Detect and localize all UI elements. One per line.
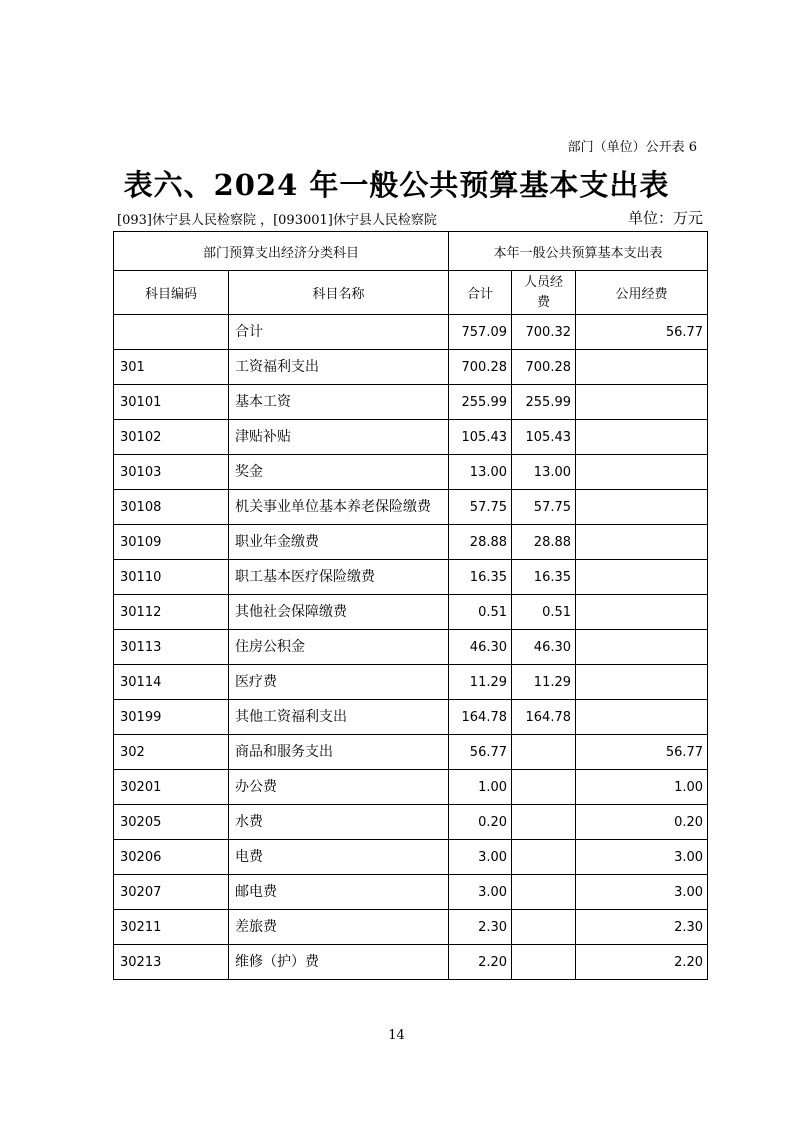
row-total: 3.00 <box>449 875 512 910</box>
row-personnel: 0.51 <box>512 595 576 630</box>
row-name: 其他社会保障缴费 <box>229 595 449 630</box>
row-personnel <box>512 805 576 840</box>
header-group-right: 本年一般公共预算基本支出表 <box>449 232 708 271</box>
row-public: 3.00 <box>576 840 708 875</box>
table-row <box>114 840 708 875</box>
row-name: 津贴补贴 <box>229 420 449 455</box>
table-row <box>114 630 708 665</box>
row-code: 30206 <box>114 840 229 875</box>
table-row <box>114 770 708 805</box>
header-total: 合计 <box>449 271 512 315</box>
row-name: 机关事业单位基本养老保险缴费 <box>229 490 449 525</box>
row-name: 差旅费 <box>229 910 449 945</box>
row-personnel <box>512 875 576 910</box>
row-public: 2.20 <box>576 945 708 980</box>
row-code: 30201 <box>114 770 229 805</box>
department-label: [093]休宁县人民检察院 ，[093001]休宁县人民检察院 <box>117 213 437 228</box>
table-row <box>114 490 708 525</box>
row-code: 30101 <box>114 385 229 420</box>
row-code: 30199 <box>114 700 229 735</box>
page-number: 14 <box>388 1028 405 1043</box>
row-total: 2.30 <box>449 910 512 945</box>
header-code: 科目编码 <box>114 271 229 315</box>
row-public <box>576 595 708 630</box>
header-public: 公用经费 <box>576 271 708 315</box>
row-total: 56.77 <box>449 735 512 770</box>
row-public: 2.30 <box>576 910 708 945</box>
row-code: 30110 <box>114 560 229 595</box>
header-personnel: 人员经费 <box>512 271 576 315</box>
row-personnel: 105.43 <box>512 420 576 455</box>
unit-label: 单位：万元 <box>627 209 703 227</box>
row-personnel <box>512 840 576 875</box>
row-personnel <box>512 735 576 770</box>
row-name: 工资福利支出 <box>229 350 449 385</box>
row-personnel: 11.29 <box>512 665 576 700</box>
row-name: 电费 <box>229 840 449 875</box>
header-row-group <box>114 232 708 271</box>
row-public <box>576 525 708 560</box>
row-personnel: 28.88 <box>512 525 576 560</box>
row-total: 2.20 <box>449 945 512 980</box>
table-row <box>114 805 708 840</box>
row-name: 水费 <box>229 805 449 840</box>
row-public <box>576 455 708 490</box>
row-personnel: 700.28 <box>512 350 576 385</box>
table-row <box>114 910 708 945</box>
row-public <box>576 630 708 665</box>
row-total: 11.29 <box>449 665 512 700</box>
row-public: 0.20 <box>576 805 708 840</box>
header-group-left: 部门预算支出经济分类科目 <box>114 232 449 271</box>
row-code: 30213 <box>114 945 229 980</box>
row-code: 30112 <box>114 595 229 630</box>
row-name: 其他工资福利支出 <box>229 700 449 735</box>
table-row <box>114 875 708 910</box>
row-code: 30103 <box>114 455 229 490</box>
row-personnel: 57.75 <box>512 490 576 525</box>
row-name: 职业年金缴费 <box>229 525 449 560</box>
unit-row <box>113 209 707 229</box>
row-total: 255.99 <box>449 385 512 420</box>
row-personnel: 46.30 <box>512 630 576 665</box>
row-name: 基本工资 <box>229 385 449 420</box>
row-code: 30211 <box>114 910 229 945</box>
row-code: 302 <box>114 735 229 770</box>
row-public <box>576 490 708 525</box>
header-row-columns <box>114 271 708 315</box>
row-personnel: 164.78 <box>512 700 576 735</box>
row-public <box>576 665 708 700</box>
row-code: 30207 <box>114 875 229 910</box>
table-row <box>114 560 708 595</box>
table-row <box>114 350 708 385</box>
row-name: 维修（护）费 <box>229 945 449 980</box>
row-personnel: 16.35 <box>512 560 576 595</box>
row-total: 700.28 <box>449 350 512 385</box>
row-code: 30109 <box>114 525 229 560</box>
row-name: 邮电费 <box>229 875 449 910</box>
row-total: 28.88 <box>449 525 512 560</box>
table-row <box>114 455 708 490</box>
row-code <box>114 315 229 350</box>
row-total: 46.30 <box>449 630 512 665</box>
row-total: 0.51 <box>449 595 512 630</box>
page-title: 表六、2024 年一般公共预算基本支出表 <box>123 168 670 202</box>
table-row <box>114 735 708 770</box>
row-code: 30205 <box>114 805 229 840</box>
row-total: 16.35 <box>449 560 512 595</box>
row-personnel: 700.32 <box>512 315 576 350</box>
row-total: 13.00 <box>449 455 512 490</box>
table-row <box>114 385 708 420</box>
table-row <box>114 665 708 700</box>
row-public: 1.00 <box>576 770 708 805</box>
header-name: 科目名称 <box>229 271 449 315</box>
row-public: 3.00 <box>576 875 708 910</box>
table-row <box>114 595 708 630</box>
row-code: 301 <box>114 350 229 385</box>
table-row <box>114 945 708 980</box>
budget-table <box>113 231 708 980</box>
row-total: 1.00 <box>449 770 512 805</box>
row-total: 105.43 <box>449 420 512 455</box>
row-public <box>576 700 708 735</box>
page-label: 部门（单位）公开表 6 <box>567 140 697 155</box>
row-personnel: 13.00 <box>512 455 576 490</box>
row-public <box>576 420 708 455</box>
row-total: 57.75 <box>449 490 512 525</box>
row-name: 商品和服务支出 <box>229 735 449 770</box>
table-row <box>114 420 708 455</box>
row-code: 30108 <box>114 490 229 525</box>
row-public: 56.77 <box>576 315 708 350</box>
row-public <box>576 385 708 420</box>
table-row <box>114 315 708 350</box>
row-personnel <box>512 770 576 805</box>
row-public <box>576 350 708 385</box>
row-code: 30113 <box>114 630 229 665</box>
row-code: 30114 <box>114 665 229 700</box>
row-total: 0.20 <box>449 805 512 840</box>
row-personnel: 255.99 <box>512 385 576 420</box>
row-name: 职工基本医疗保险缴费 <box>229 560 449 595</box>
row-code: 30102 <box>114 420 229 455</box>
row-personnel <box>512 945 576 980</box>
row-public <box>576 560 708 595</box>
row-total: 3.00 <box>449 840 512 875</box>
row-total: 164.78 <box>449 700 512 735</box>
row-name: 办公费 <box>229 770 449 805</box>
row-name: 医疗费 <box>229 665 449 700</box>
row-public: 56.77 <box>576 735 708 770</box>
row-name: 住房公积金 <box>229 630 449 665</box>
row-name: 奖金 <box>229 455 449 490</box>
table-row <box>114 525 708 560</box>
row-personnel <box>512 910 576 945</box>
table-row <box>114 700 708 735</box>
row-total: 757.09 <box>449 315 512 350</box>
row-name: 合计 <box>229 315 449 350</box>
